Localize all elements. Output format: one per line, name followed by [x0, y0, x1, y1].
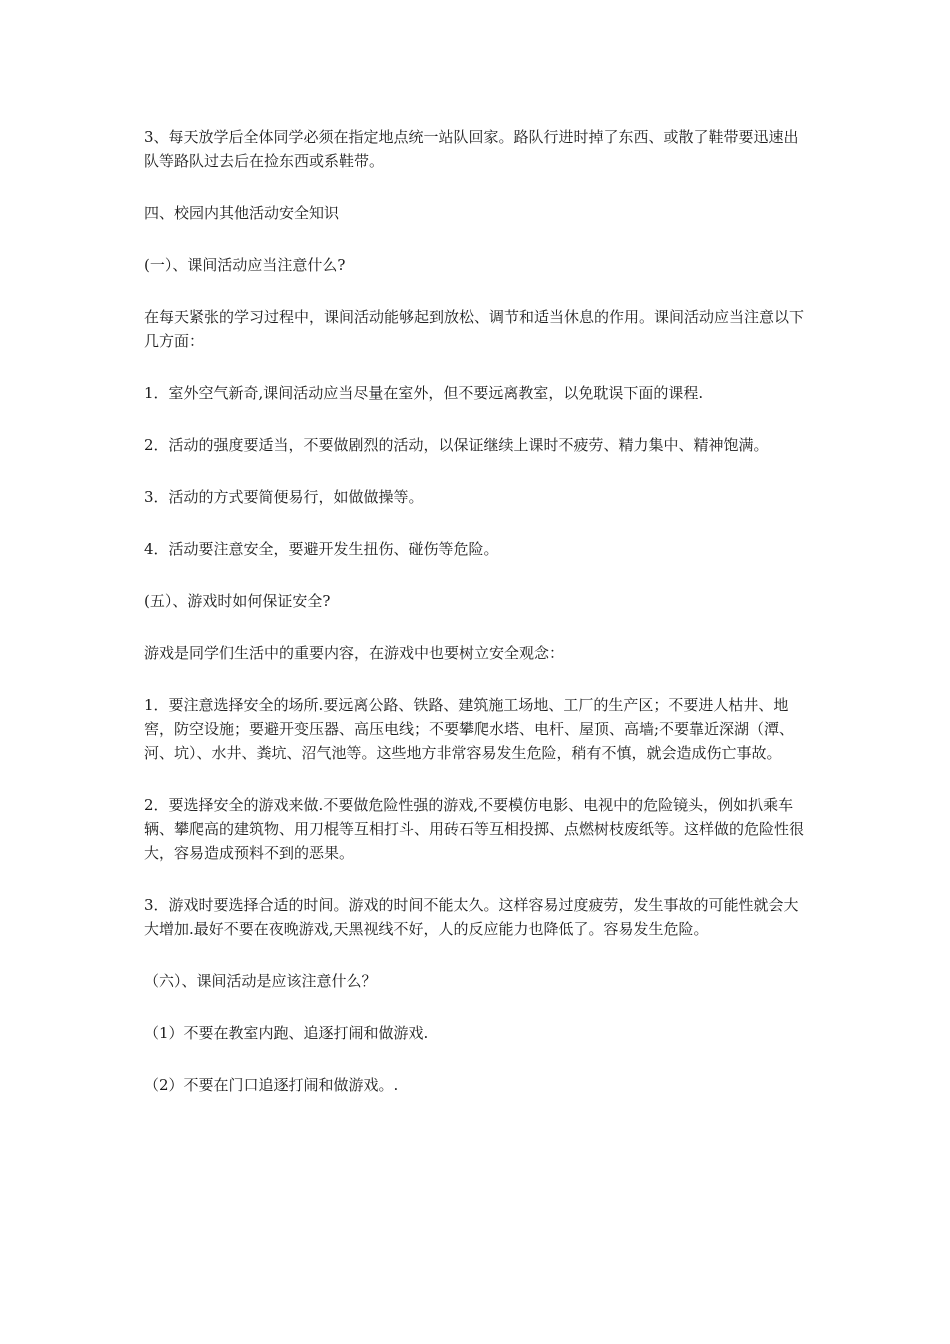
document-body: [144, 125, 812, 1125]
list-item-notes-1: （1）不要在教室内跑、追逐打闹和做游戏.: [144, 1024, 429, 1042]
list-item-game-2: 2．要选择安全的游戏来做.不要做危险性强的游戏,不要模仿电影、电视中的危险镜头，例如扒乘车辆、攀爬高的建筑物、用刀棍等互相打斗、用砖石等互相投掷、点燃树枝废纸等。这样做的危险性很大，容易造成预料不到的恶果。: [144, 796, 805, 862]
subheading-game-safety: (五）、游戏时如何保证安全?: [144, 592, 331, 610]
list-item-break-3: 3．活动的方式要简便易行，如做做操等。: [144, 488, 424, 506]
subheading-break-activities: (一）、课间活动应当注意什么?: [144, 256, 346, 274]
paragraph-game-intro: 游戏是同学们生活中的重要内容，在游戏中也要树立安全观念：: [144, 644, 565, 662]
list-item-game-1: 1．要注意选择安全的场所.要远离公路、铁路、建筑施工场地、工厂的生产区；不要进人枯井、地窖，防空设施；要避开变压器、高压电线；不要攀爬水塔、电杆、屋顶、高墙;不要靠近深湖（潭、河、坑）、水井、粪坑、沼气池等。这些地方非常容易发生危险，稍有不慎，就会造成伤亡事故。: [144, 696, 795, 762]
section-heading-campus-activities: 四、校园内其他活动安全知识: [144, 204, 340, 222]
paragraph-dismissal-rule: 3、每天放学后全体同学必须在指定地点统一站队回家。路队行进时掉了东西、或散了鞋带要迅速出队等路队过去后在捡东西或系鞋带。: [144, 128, 799, 170]
list-item-break-1: 1．室外空气新奇,课间活动应当尽量在室外，但不要远离教室，以免耽误下面的课程.: [144, 384, 704, 402]
list-item-break-2: 2．活动的强度要适当，不要做剧烈的活动，以保证继续上课时不疲劳、精力集中、精神饱满。: [144, 436, 769, 454]
list-item-game-3: 3．游戏时要选择合适的时间。游戏的时间不能太久。这样容易过度疲劳，发生事故的可能性就会大大增加.最好不要在夜晚游戏,天黑视线不好，人的反应能力也降低了。容易发生危险。: [144, 896, 799, 938]
paragraph-break-intro: 在每天紧张的学习过程中，课间活动能够起到放松、调节和适当休息的作用。课间活动应当注意以下几方面：: [144, 308, 805, 350]
list-item-notes-2: （2）不要在门口追逐打闹和做游戏。.: [144, 1076, 399, 1094]
list-item-break-4: 4．活动要注意安全，要避开发生扭伤、碰伤等危险。: [144, 540, 499, 558]
subheading-break-notes: （六）、课间活动是应该注意什么？: [144, 972, 377, 990]
